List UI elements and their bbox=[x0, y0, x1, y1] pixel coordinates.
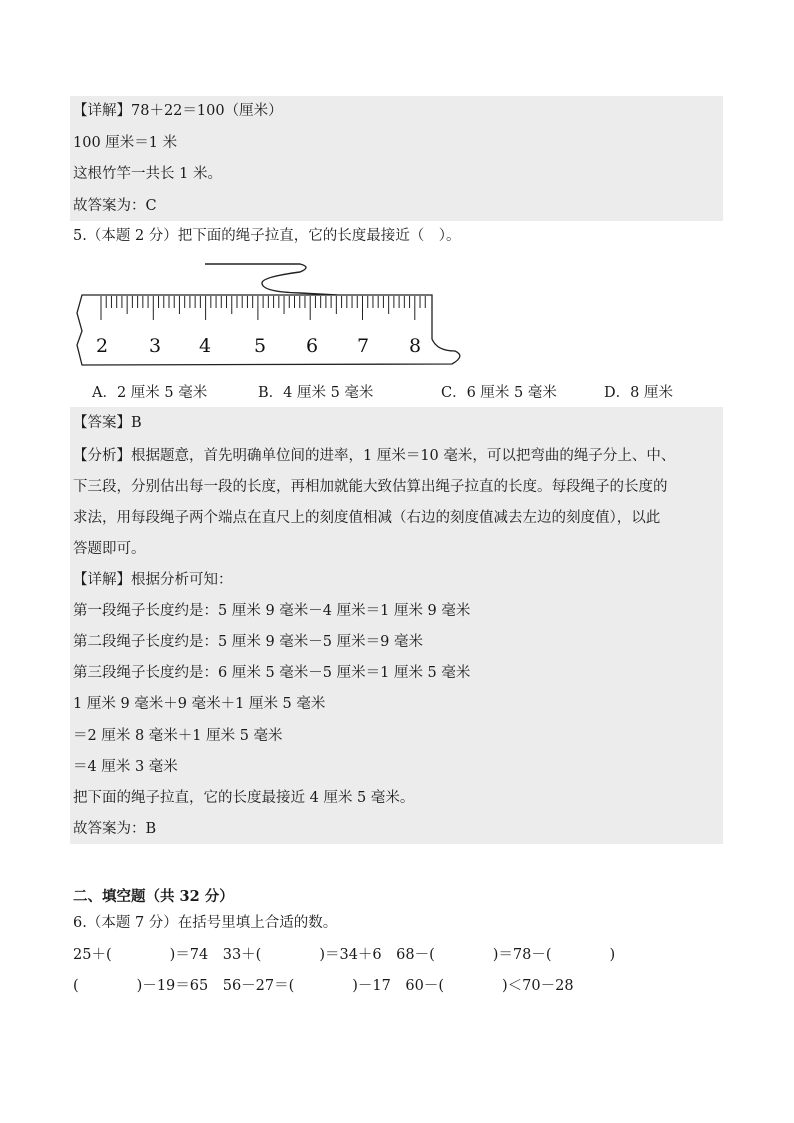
q6-question: 6.（本题 7 分）在括号里填上合适的数。 bbox=[73, 915, 338, 931]
q5-detail-8: 把下面的绳子拉直，它的长度最接近 4 厘米 5 毫米。 bbox=[73, 790, 415, 806]
ruler-number-7: 7 bbox=[357, 335, 370, 357]
choice-a: A．2 厘米 5 毫米 bbox=[92, 385, 208, 401]
q5-detail-2: 第一段绳子长度约是：5 厘米 9 毫米－4 厘米＝1 厘米 9 毫米 bbox=[73, 603, 471, 619]
q5-answer: 【答案】B bbox=[73, 415, 142, 431]
q5-detail-9: 故答案为：B bbox=[73, 821, 157, 837]
ruler-number-2: 2 bbox=[96, 335, 109, 357]
prev-line-3: 故答案为：C bbox=[73, 198, 157, 214]
q5-analysis-3: 求法，用每段绳子两个端点在直尺上的刻度值相减（右边的刻度值减去左边的刻度值），以此 bbox=[73, 510, 661, 526]
ruler-number-3: 3 bbox=[149, 335, 162, 357]
ruler-number-4: 4 bbox=[199, 335, 212, 357]
choice-d: D．8 厘米 bbox=[604, 385, 673, 401]
rope bbox=[205, 264, 337, 295]
choice-b: B．4 厘米 5 毫米 bbox=[258, 385, 374, 401]
q5-detail-7: ＝4 厘米 3 毫米 bbox=[73, 759, 178, 775]
ruler-number-6: 6 bbox=[306, 335, 319, 357]
choice-c: C．6 厘米 5 毫米 bbox=[441, 385, 557, 401]
q5-analysis-2: 下三段，分别估出每一段的长度，再相加就能大致估算出绳子拉直的长度。每段绳子的长度的 bbox=[73, 479, 668, 495]
q5-detail-5: 1 厘米 9 毫米＋9 毫米＋1 厘米 5 毫米 bbox=[73, 696, 326, 712]
q6-row-1: 25＋( )＝74 33＋( )＝34＋6 68－( )＝78－( ) bbox=[73, 947, 616, 963]
q6-row-2: ( )－19＝65 56－27＝( )－17 60－( )＜70－28 bbox=[73, 978, 574, 994]
q5-analysis-1: 【分析】根据题意，首先明确单位间的进率，1 厘米＝10 毫米，可以把弯曲的绳子分上、中、 bbox=[73, 448, 676, 464]
q5-question: 5.（本题 2 分）把下面的绳子拉直，它的长度最接近（ ）。 bbox=[73, 228, 461, 244]
ruler-number-5: 5 bbox=[254, 335, 267, 357]
prev-detail: 【详解】78＋22＝100（厘米） bbox=[73, 103, 283, 119]
q5-solution-block bbox=[70, 407, 723, 844]
ruler-figure bbox=[0, 255, 794, 375]
q5-detail-3: 第二段绳子长度约是：5 厘米 9 毫米－5 厘米＝9 毫米 bbox=[73, 634, 423, 650]
ruler-number-8: 8 bbox=[409, 335, 422, 357]
q5-detail-4: 第三段绳子长度约是：6 厘米 5 毫米－5 厘米＝1 厘米 5 毫米 bbox=[73, 665, 471, 681]
prev-line-2: 这根竹竿一共长 1 米。 bbox=[73, 166, 222, 182]
prev-line-1: 100 厘米＝1 米 bbox=[73, 135, 178, 151]
q5-detail-6: ＝2 厘米 8 毫米＋1 厘米 5 毫米 bbox=[73, 728, 283, 744]
q5-analysis-4: 答题即可。 bbox=[73, 541, 146, 557]
q5-detail-1: 【详解】根据分析可知： bbox=[73, 572, 233, 588]
section-title: 二、填空题（共 32 分） bbox=[73, 888, 234, 905]
